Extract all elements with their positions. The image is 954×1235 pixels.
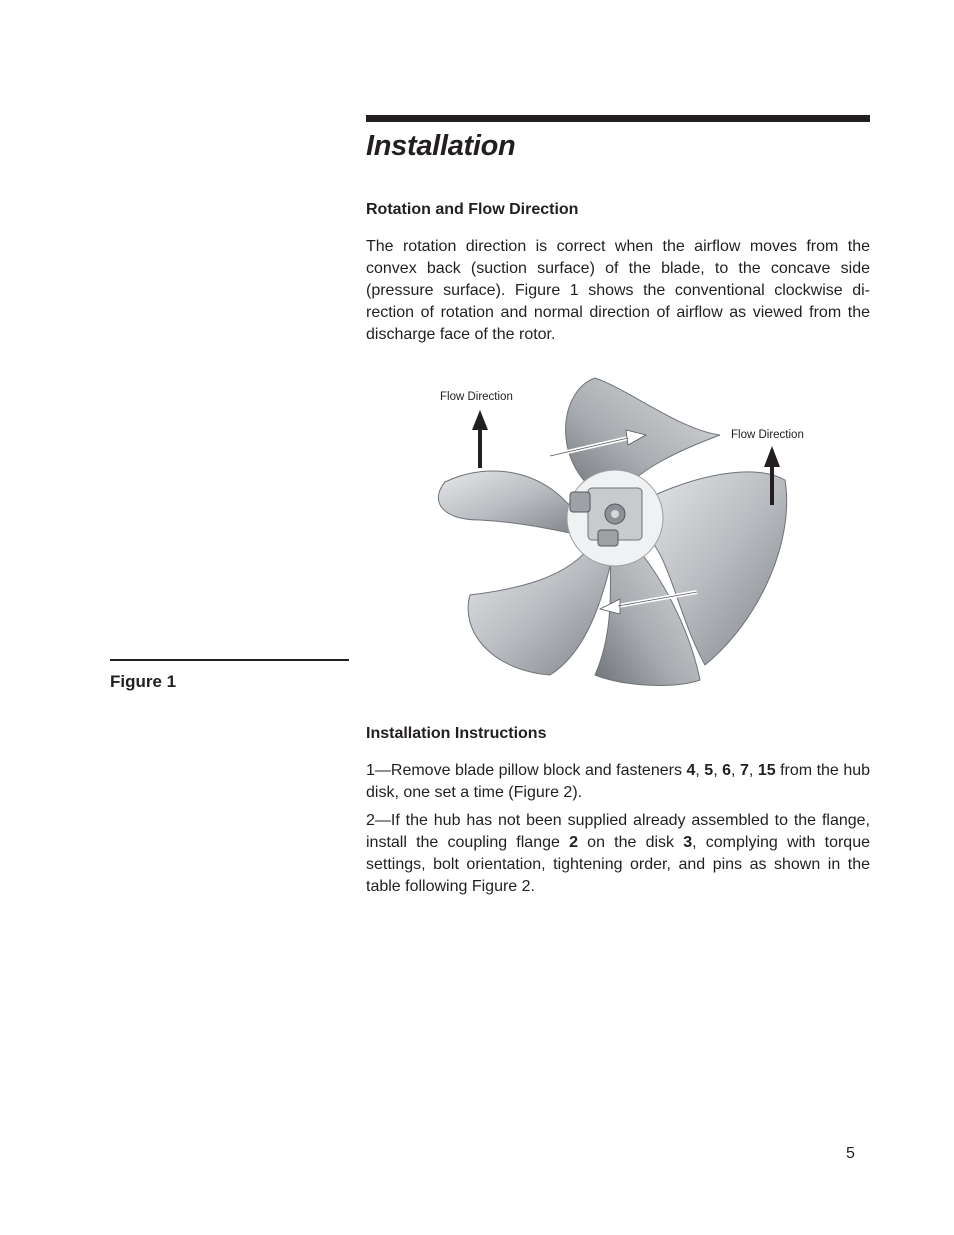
- page-title: Installation: [366, 130, 516, 162]
- step-2-paragraph: 2—If the hub has not been supplied already assembled to the flange, install the coupling flange 2 on the disk 3, complying with torque settings, bolt orientation, tightening order, and pins as shown in the table following Figure 2.: [366, 812, 870, 895]
- title-rule: [366, 115, 870, 122]
- fan-figure: [420, 370, 820, 700]
- rotation-paragraph: The rotation direction is correct when the airflow moves from the convex back (suction surface) of the blade, to the concave side (pressure surface). Figure 1 shows the conventional clockwise di-rection of rotation and normal direction of airflow as viewed from the discharge face of the rotor.: [366, 238, 870, 343]
- section-heading-rotation: Rotation and Flow Direction: [366, 201, 579, 218]
- figure-caption: Figure 1: [110, 672, 177, 691]
- flow-direction-label-left: Flow Direction: [440, 391, 513, 403]
- fan-illustration: [420, 370, 820, 700]
- step-1-paragraph: 1—Remove blade pillow block and fasteners 4, 5, 6, 7, 15 from the hub disk, one set a time (Figure 2).: [366, 762, 871, 801]
- section-heading-installation: Installation Instructions: [366, 725, 547, 742]
- figure-rule: [110, 659, 349, 661]
- page-number: 5: [846, 1145, 855, 1162]
- flow-direction-label-right: Flow Direction: [731, 429, 804, 441]
- blade-left: [438, 471, 580, 535]
